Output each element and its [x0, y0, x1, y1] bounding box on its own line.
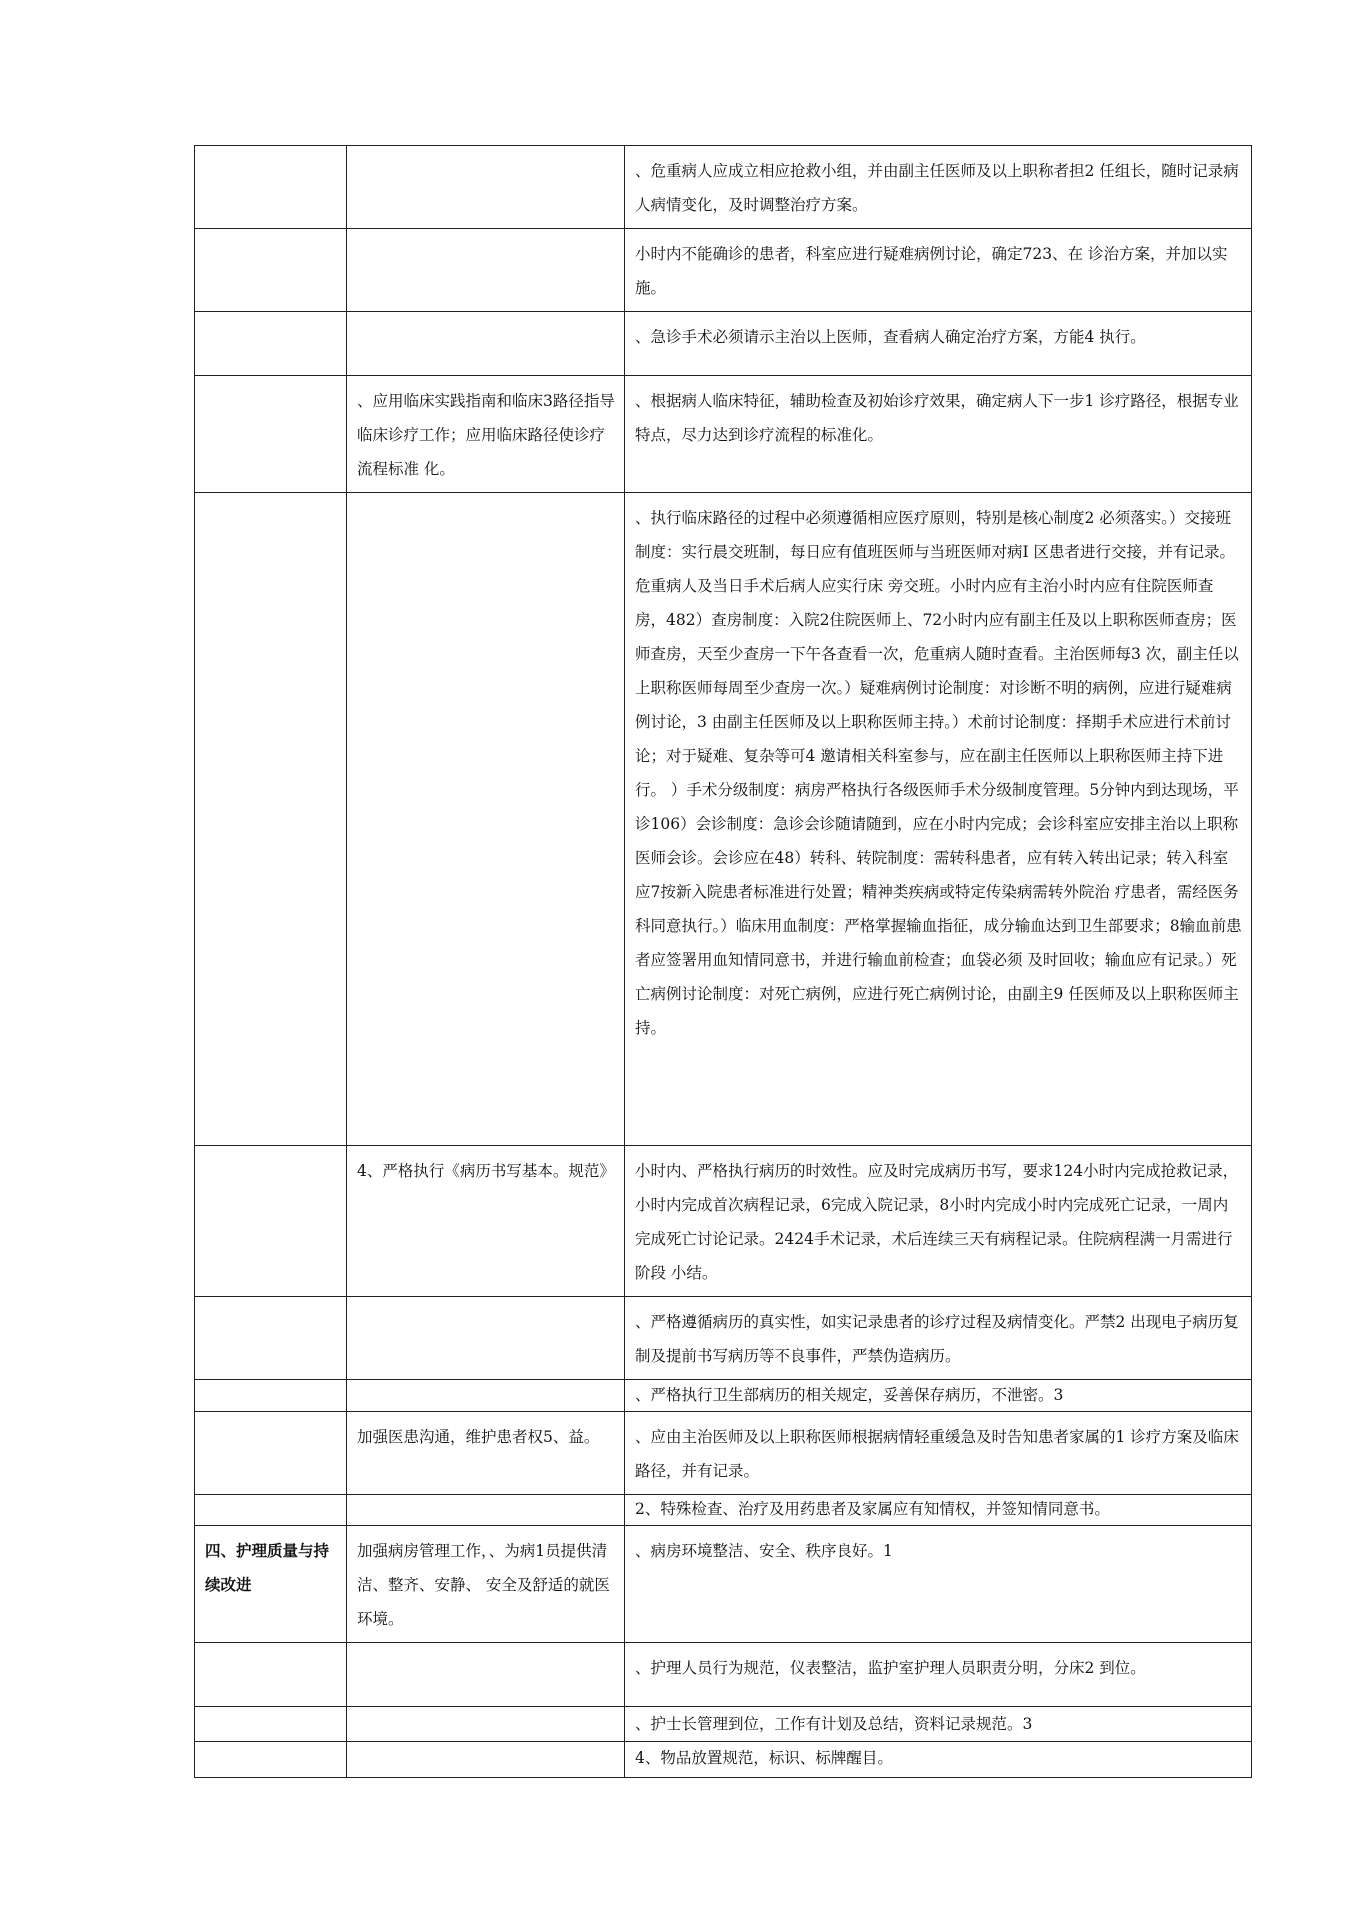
- item-cell: 加强医患沟通，维护患者权5、益。: [347, 1412, 625, 1495]
- table-row: [195, 376, 1252, 493]
- item-cell: [347, 229, 625, 312]
- item-cell: [347, 493, 625, 1146]
- item-cell: [347, 1742, 625, 1778]
- section-heading: 四、护理质量与持续改进: [195, 1526, 347, 1643]
- section-cell: [195, 1707, 347, 1742]
- detail-cell: 2、特殊检查、治疗及用药患者及家属应有知情权，并签知情同意书。: [625, 1495, 1252, 1526]
- detail-cell: 4、物品放置规范，标识、标牌醒目。: [625, 1742, 1252, 1778]
- item-cell: [347, 1707, 625, 1742]
- section-cell: [195, 1495, 347, 1526]
- section-cell: [195, 229, 347, 312]
- table-row: [195, 146, 1252, 229]
- section-cell: [195, 1146, 347, 1297]
- section-cell: [195, 1742, 347, 1778]
- table-row: [195, 229, 1252, 312]
- item-cell: [347, 1380, 625, 1412]
- section-cell: [195, 1412, 347, 1495]
- item-cell: 4、严格执行《病历书写基本。规范》: [347, 1146, 625, 1297]
- detail-cell: 、应由主治医师及以上职称医师根据病情轻重缓急及时告知患者家属的1 诊疗方案及临床路径，并有记录。: [625, 1412, 1252, 1495]
- section-cell: [195, 376, 347, 493]
- table-row: [195, 1146, 1252, 1297]
- item-cell: 加强病房管理工作，、为病1员提供清洁、整齐、安静、 安全及舒适的就医环境。: [347, 1526, 625, 1643]
- table-row: [195, 1412, 1252, 1495]
- detail-cell: 、护士长管理到位，工作有计划及总结，资料记录规范。3: [625, 1707, 1252, 1742]
- table-row: [195, 1707, 1252, 1742]
- detail-cell: 小时内不能确诊的患者，科室应进行疑难病例讨论，确定723、在 诊治方案，并加以实施。: [625, 229, 1252, 312]
- table-row: [195, 1297, 1252, 1380]
- detail-cell: 、危重病人应成立相应抢救小组，并由副主任医师及以上职称者担2 任组长，随时记录病人病情变化，及时调整治疗方案。: [625, 146, 1252, 229]
- table-row: [195, 1380, 1252, 1412]
- detail-cell: 、严格遵循病历的真实性，如实记录患者的诊疗过程及病情变化。严禁2 出现电子病历复制及提前书写病历等不良事件，严禁伪造病历。: [625, 1297, 1252, 1380]
- item-cell: 、应用临床实践指南和临床3路径指导临床诊疗工作；应用临床路径使诊疗流程标准 化。: [347, 376, 625, 493]
- detail-cell: 、根据病人临床特征，辅助检查及初始诊疗效果，确定病人下一步1 诊疗路径，根据专业特点，尽力达到诊疗流程的标准化。: [625, 376, 1252, 493]
- section-cell: [195, 1380, 347, 1412]
- table-row: [195, 1495, 1252, 1526]
- table-row: [195, 1742, 1252, 1778]
- table-row: [195, 1526, 1252, 1643]
- section-cell: [195, 312, 347, 376]
- item-cell: [347, 1297, 625, 1380]
- table-row: [195, 312, 1252, 376]
- detail-cell: 、护理人员行为规范，仪表整洁，监护室护理人员职责分明，分床2 到位。: [625, 1643, 1252, 1707]
- item-cell: [347, 312, 625, 376]
- section-cell: [195, 1297, 347, 1380]
- detail-cell: 、严格执行卫生部病历的相关规定，妥善保存病历，不泄密。3: [625, 1380, 1252, 1412]
- item-cell: [347, 1495, 625, 1526]
- detail-cell: 、病房环境整洁、安全、秩序良好。1: [625, 1526, 1252, 1643]
- table-row: [195, 1643, 1252, 1707]
- section-cell: [195, 146, 347, 229]
- content-table: [194, 145, 1252, 1778]
- item-cell: [347, 146, 625, 229]
- item-cell: [347, 1643, 625, 1707]
- table-row: [195, 493, 1252, 1146]
- detail-cell: 、执行临床路径的过程中必须遵循相应医疗原则，特别是核心制度2 必须落实。）交接班制度：实行晨交班制，每日应有值班医师与当班医师对病I 区患者进行交接，并有记录。危重病人及当日手术后病人应实行床 旁交班。小时内应有主治小时内应有住院医师查房，482）查房制度：入院2住院医师上、72小时内应有副主任及以上职称医师查房；医师查房，天至少查房一下午各查看一次，危重病人随时查看。主治医师每3 次，副主任以上职称医师每周至少查房一次。）疑难病例讨论制度：对诊断不明的病例，应进行疑难病例讨论，3 由副主任医师及以上职称医师主持。）术前讨论制度：择期手术应进行术前讨论；对于疑难、复杂等可4 邀请相关科室参与，应在副主任医师以上职称医师主持下进行。 ）手术分级制度：病房严格执行各级医师手术分级制度管理。5分钟内到达现场，平诊106）会诊制度：急诊会诊随请随到，应在小时内完成；会诊科室应安排主治以上职称医师会诊。会诊应在48）转科、转院制度：需转科患者，应有转入转出记录；转入科室应7按新入院患者标准进行处置；精神类疾病或特定传染病需转外院治 疗患者，需经医务科同意执行。）临床用血制度：严格掌握输血指征，成分输血达到卫生部要求；8输血前患者应签署用血知情同意书，并进行输血前检查；血袋必须 及时回收；输血应有记录。）死亡病例讨论制度：对死亡病例，应进行死亡病例讨论，由副主9 任医师及以上职称医师主持。: [625, 493, 1252, 1146]
- section-cell: [195, 493, 347, 1146]
- detail-cell: 小时内、严格执行病历的时效性。应及时完成病历书写，要求124小时内完成抢救记录，小时内完成首次病程记录，6完成入院记录，8小时内完成小时内完成死亡记录，一周内完成死亡讨论记录。2424手术记录，术后连续三天有病程记录。住院病程满一月需进行阶段 小结。: [625, 1146, 1252, 1297]
- detail-cell: 、急诊手术必须请示主治以上医师，查看病人确定治疗方案，方能4 执行。: [625, 312, 1252, 376]
- section-cell: [195, 1643, 347, 1707]
